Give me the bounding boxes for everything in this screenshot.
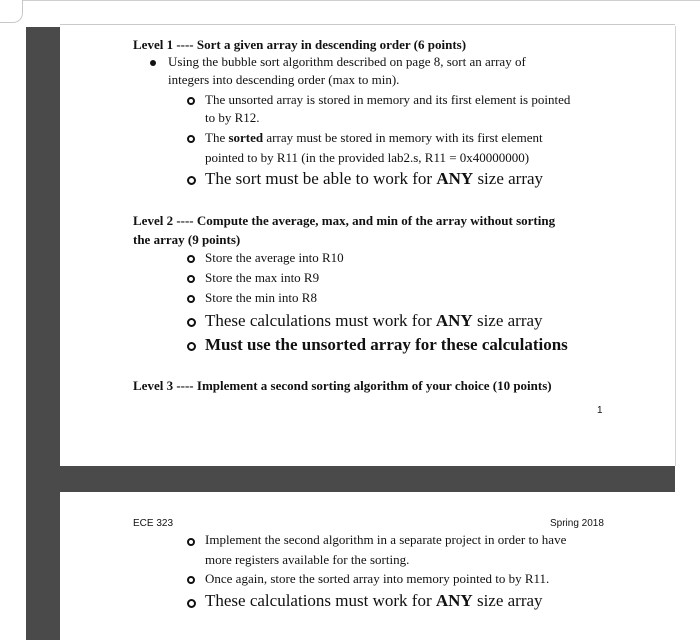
sub-bullet-circle xyxy=(187,176,196,185)
page-number: 1 xyxy=(597,405,603,416)
page-separator xyxy=(60,466,675,492)
page-header-term: Spring 2018 xyxy=(550,518,604,529)
level2-calc-note: These calculations must work for ANY size array xyxy=(205,311,543,330)
page-top-rule xyxy=(60,24,675,25)
bullet-dot xyxy=(150,60,156,66)
level1-sub2-line2: pointed to by R11 (in the provided lab2.s, R11 = 0x40000000) xyxy=(205,150,530,165)
level2-must-use: Must use the unsorted array for these calculations xyxy=(205,335,568,354)
level1-sub1-line1: The unsorted array is stored in memory and its first element is pointed xyxy=(205,92,571,107)
level2-heading-line1: Level 2 ---- Compute the average, max, and min of the array without sorting xyxy=(133,213,556,228)
sub-bullet-circle xyxy=(187,538,195,546)
page2-sub2: Once again, store the sorted array into memory pointed to by R11. xyxy=(205,571,550,586)
sub-bullet-circle xyxy=(187,576,195,584)
level3-heading: Level 3 ---- Implement a second sorting algorithm of your choice (10 points) xyxy=(133,378,552,393)
page-corner xyxy=(0,0,23,23)
sub-bullet-circle xyxy=(187,255,195,263)
level2-heading-line2: the array (9 points) xyxy=(133,232,241,247)
sub-bullet-circle xyxy=(187,342,196,351)
level1-sub3: The sort must be able to work for ANY size array xyxy=(205,169,544,188)
sub-bullet-circle xyxy=(187,599,196,608)
page2-sub1-line2: more registers available for the sorting. xyxy=(205,552,410,567)
window-top-border xyxy=(0,0,700,1)
sub-bullet-circle xyxy=(187,135,195,143)
level2-item: Store the min into R8 xyxy=(205,290,317,305)
sub-bullet-circle xyxy=(187,275,195,283)
level1-bullet-line1: Using the bubble sort algorithm described on page 8, sort an array of xyxy=(168,54,526,69)
page-header-course: ECE 323 xyxy=(133,518,174,529)
sub-bullet-circle xyxy=(187,295,195,303)
level1-bullet-line2: integers into descending order (max to min). xyxy=(168,72,400,87)
level1-sub2-line1: The sorted array must be stored in memory with its first element xyxy=(205,130,543,145)
level1-heading: Level 1 ---- Sort a given array in descending order (6 points) xyxy=(133,37,467,52)
level1-sub1-line2: to by R12. xyxy=(205,110,260,125)
sub-bullet-circle xyxy=(187,97,195,105)
level2-item: Store the average into R10 xyxy=(205,250,344,265)
level2-item: Store the max into R9 xyxy=(205,270,320,285)
sub-bullet-circle xyxy=(187,318,196,327)
page2-sub1-line1: Implement the second algorithm in a separate project in order to have xyxy=(205,532,567,547)
page2-sub3: These calculations must work for ANY size array xyxy=(205,591,543,610)
viewer-left-margin xyxy=(26,27,60,640)
page-right-edge xyxy=(675,26,676,466)
